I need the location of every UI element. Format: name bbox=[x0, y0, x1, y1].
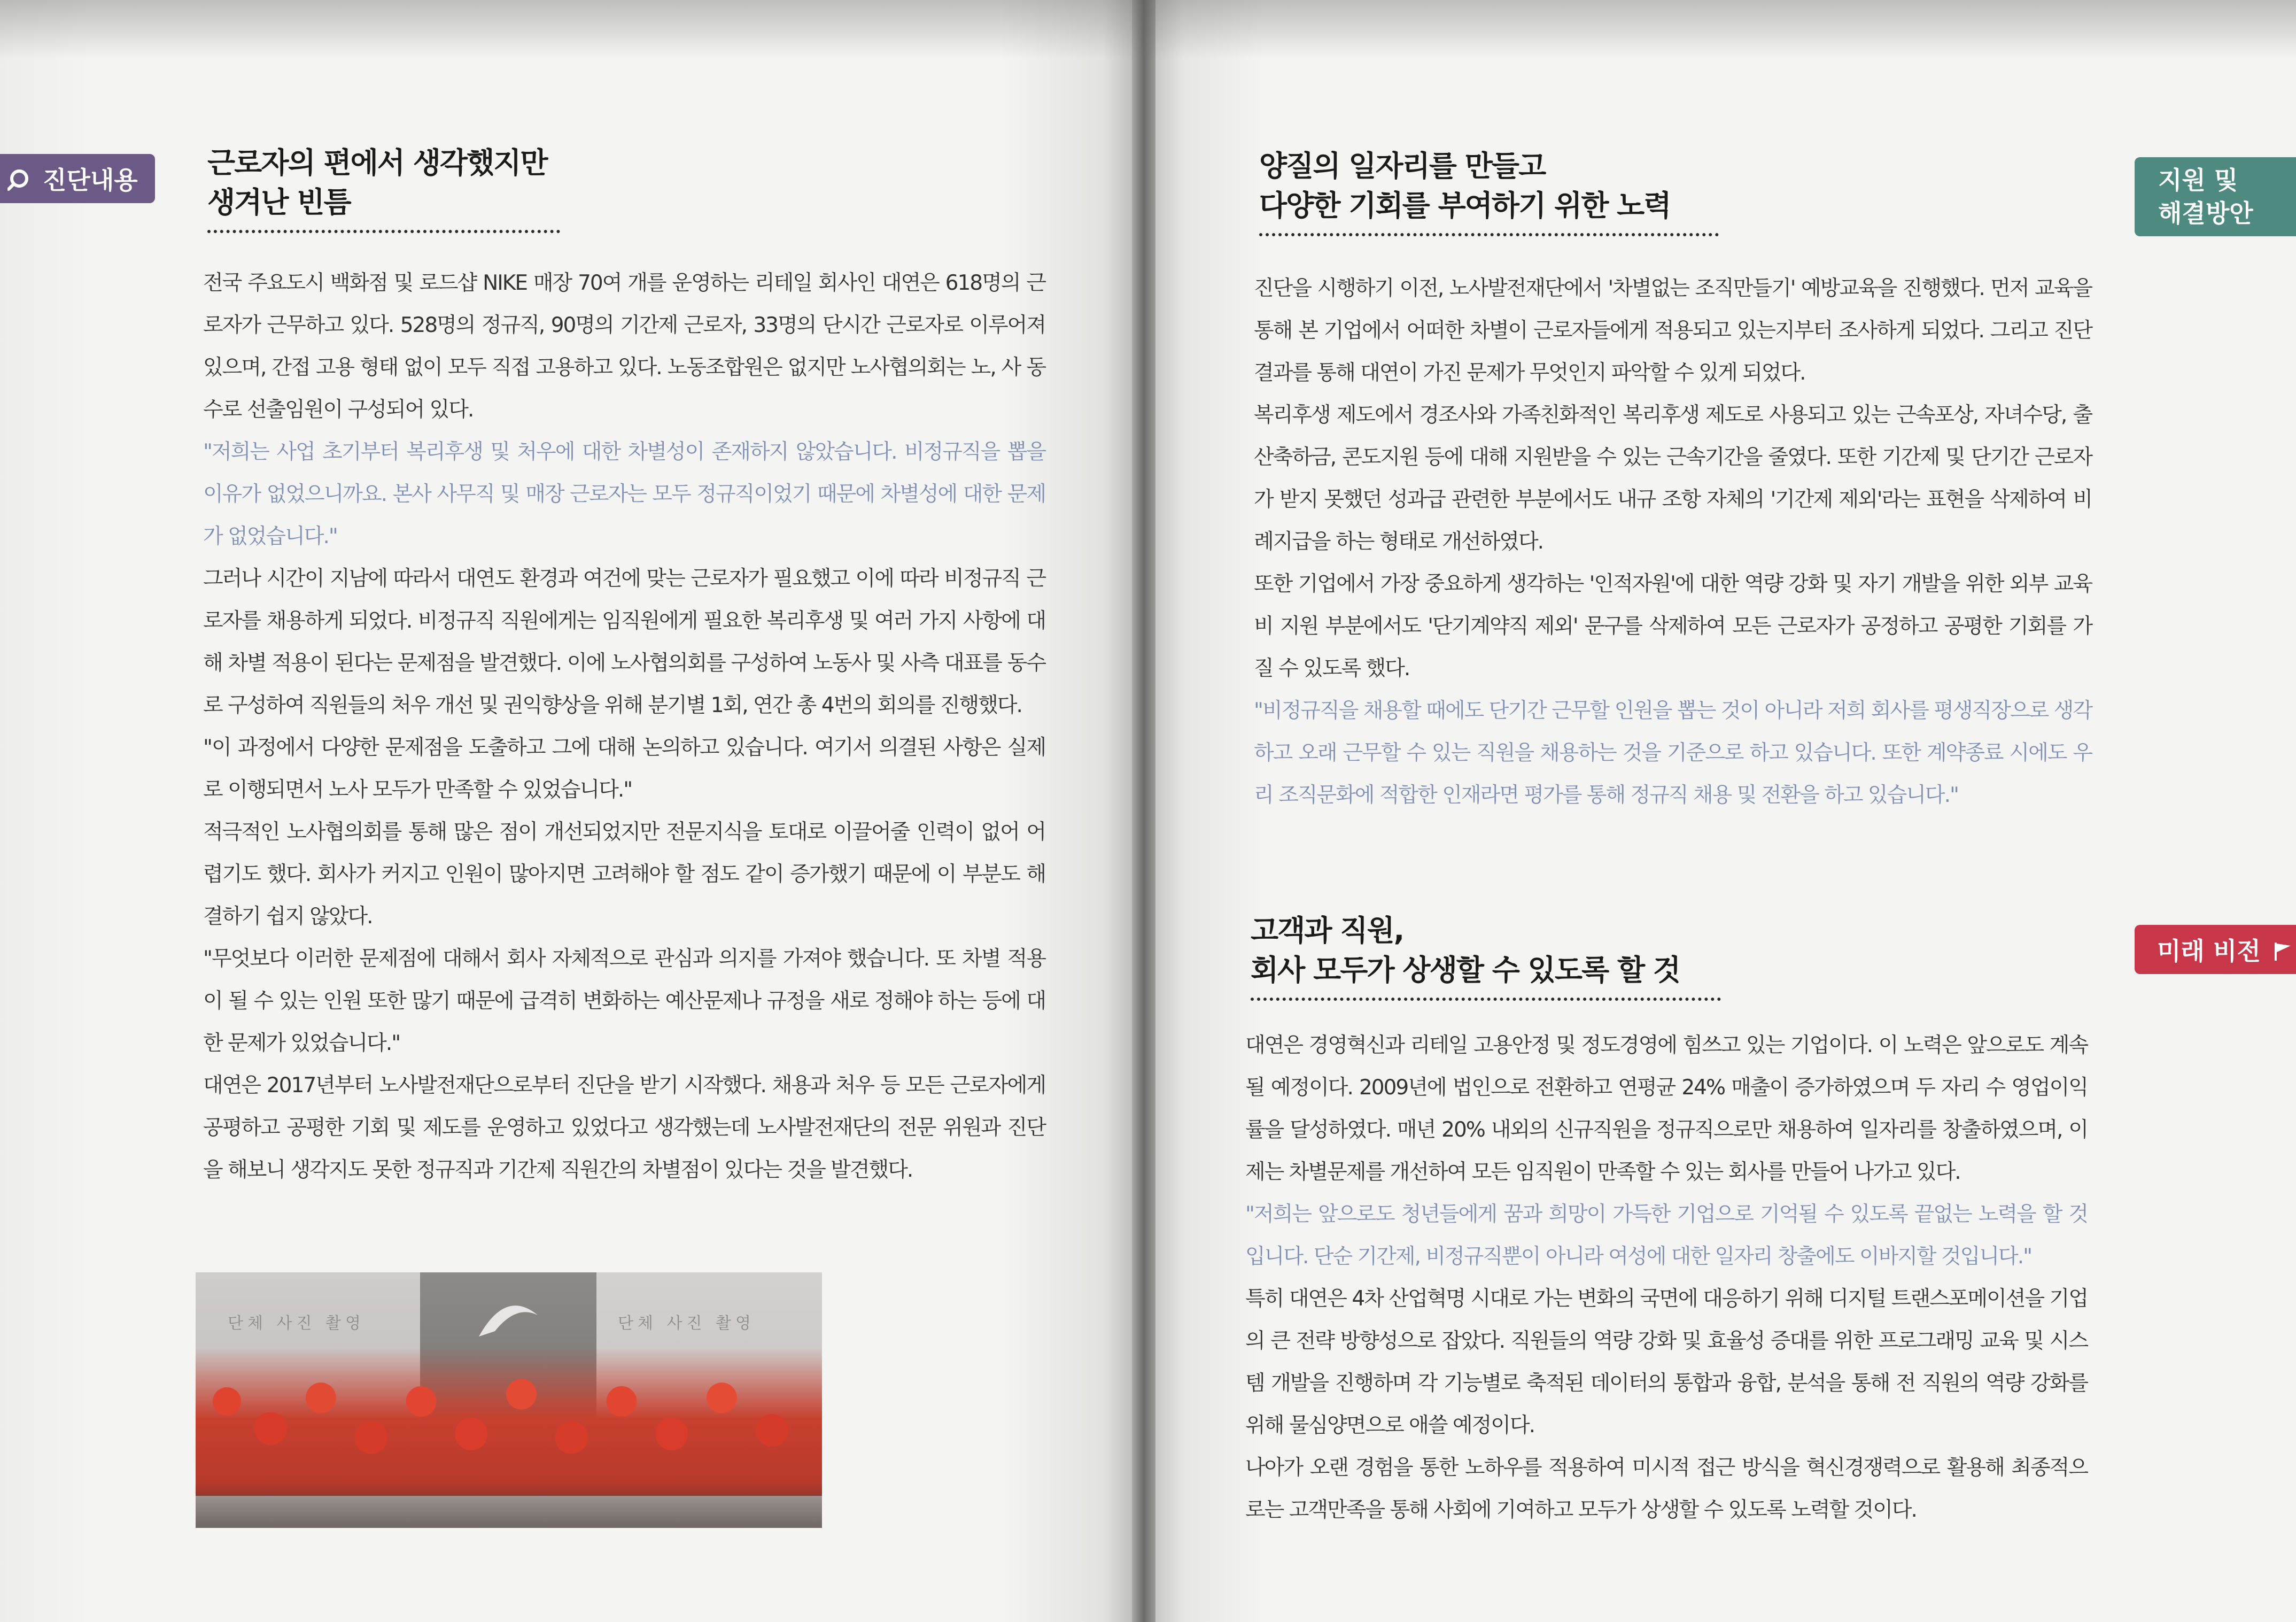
tab-support-solution[interactable] bbox=[2135, 157, 2296, 236]
paragraph: "무엇보다 이러한 문제점에 대해서 회사 자체적으로 관심과 의지를 가져야 했습니다. 또 차별 적용이 될 수 있는 인원 또한 많기 때문에 급격히 변화하는 예산문제나 규정을 새로 정해야 하는 등에 대한 문제가 있었습니다." bbox=[203, 947, 1045, 1055]
paragraph: 대연은 2017년부터 노사발전재단으로부터 진단을 받기 시작했다. 채용과 처우 등 모든 근로자에게 공평하고 공평한 기회 및 제도를 운영하고 있었다고 생각했는데 노사발전재단의 전문 위원과 진단을 해보니 생각지도 못한 정규직과 기간제 직원간의 차별점이 있다는 것을 발견했다. bbox=[203, 1073, 1045, 1182]
quote-paragraph: "저희는 앞으로도 청년들에게 꿈과 희망이 가득한 기업으로 기억될 수 있도록 끝없는 노력을 할 것입니다. 단순 기간제, 비정규직뿐이 아니라 여성에 대한 일자리 창출에도 이바지할 것입니다." bbox=[1245, 1202, 2088, 1269]
photo-sign-right: 단체 사진 촬영 bbox=[618, 1314, 755, 1333]
heading-dotted-rule bbox=[207, 230, 560, 233]
quote-paragraph: "비정규직을 채용할 때에도 단기간 근무할 인원을 뽑는 것이 아니라 저희 회사를 평생직장으로 생각하고 오래 근무할 수 있는 직원을 채용하는 것을 기준으로 하고 있습니다. 또한 계약종료 시에도 우리 조직문화에 적합한 인재라면 평가를 통해 정규직 채용 및 전환을 하고 있습니다." bbox=[1254, 699, 2092, 807]
tab-diagnosis-label: 진단내용 bbox=[43, 166, 138, 195]
company-logo-icon bbox=[474, 1294, 543, 1347]
paragraph: 그러나 시간이 지남에 따라서 대연도 환경과 여건에 맞는 근로자가 필요했고 이에 따라 비정규직 근로자를 채용하게 되었다. 비정규직 직원에게는 임직원에게 필요한 복리후생 및 여러 가지 사항에 대해 차별 적용이 된다는 문제점을 발견했다. 이에 노사협의회를 구성하여 노동사 및 사측 대표를 동수로 구성하여 직원들의 처우 개선 및 권익향상을 위해 분기별 1회, 연간 총 4번의 회의를 진행했다. bbox=[203, 567, 1045, 717]
book-gutter bbox=[1132, 0, 1155, 1622]
flag-icon bbox=[2272, 939, 2294, 960]
tab-support-line-1: 지원 및 bbox=[2158, 166, 2238, 195]
heading-dotted-rule bbox=[1251, 998, 1721, 1001]
right-heading-2 bbox=[1251, 911, 1721, 1001]
paragraph: 또한 기업에서 가장 중요하게 생각하는 '인적자원'에 대한 역량 강화 및 자기 개발을 위한 외부 교육비 지원 부분에서도 '단기계약직 제외' 문구를 삭제하여 모든 근로자가 공정하고 공평한 기회를 가질 수 있도록 했다. bbox=[1254, 572, 2092, 681]
right-body-text-1 bbox=[1254, 267, 2092, 816]
right-heading-2-line-1: 고객과 직원, bbox=[1251, 914, 1404, 947]
heading-dotted-rule bbox=[1259, 233, 1719, 236]
paragraph: 나아가 오랜 경험을 통한 노하우를 적용하여 미시적 접근 방식을 혁신경쟁력으로 활용해 최종적으로는 고객만족을 통해 사회에 기여하고 모두가 상생할 수 있도록 노력할 것이다. bbox=[1245, 1456, 2088, 1522]
quote-paragraph: "저희는 사업 초기부터 복리후생 및 처우에 대한 차별성이 존재하지 않았습니다. 비정규직을 뽑을 이유가 없었으니까요. 본사 사무직 및 매장 근로자는 모두 정규직이었기 때문에 차별성에 대한 문제가 없었습니다." bbox=[203, 440, 1045, 549]
paragraph: 전국 주요도시 백화점 및 로드샵 NIKE 매장 70여 개를 운영하는 리테일 회사인 대연은 618명의 근로자가 근무하고 있다. 528명의 정규직, 90명의 기간제 근로자, 33명의 단시간 근로자로 이루어져있으며, 간접 고용 형태 없이 모두 직접 고용하고 있다. 노동조합원은 없지만 노사협의회는 노, 사 동수로 선출임원이 구성되어 있다. bbox=[203, 271, 1045, 422]
paragraph: 복리후생 제도에서 경조사와 가족친화적인 복리후생 제도로 사용되고 있는 근속포상, 자녀수당, 출산축하금, 콘도지원 등에 대해 지원받을 수 있는 근속기간을 줄였다. 또한 기간제 및 단기간 근로자가 받지 못했던 성과급 관련한 부분에서도 내규 조항 자체의 '기간제 제외'라는 표현을 삭제하여 비례지급을 하는 형태로 개선하였다. bbox=[1254, 403, 2092, 554]
right-heading-2-line-2: 회사 모두가 상생할 수 있도록 할 것 bbox=[1251, 953, 1680, 987]
photo-floor bbox=[196, 1496, 822, 1528]
paragraph: "이 과정에서 다양한 문제점을 도출하고 그에 대해 논의하고 있습니다. 여기서 의결된 사항은 실제로 이행되면서 노사 모두가 만족할 수 있었습니다." bbox=[203, 736, 1045, 802]
left-heading-line-1: 근로자의 편에서 생각했지만 bbox=[207, 146, 547, 180]
photo-sign-left: 단체 사진 촬영 bbox=[228, 1314, 365, 1333]
tab-support-line-2: 해결방안 bbox=[2158, 199, 2253, 228]
left-heading-line-2: 생겨난 빈틈 bbox=[207, 186, 351, 219]
paragraph: 특히 대연은 4차 산업혁명 시대로 가는 변화의 국면에 대응하기 위해 디지털 트랜스포메이션을 기업의 큰 전략 방향성으로 잡았다. 직원들의 역량 강화 및 효율성 증대를 위한 프로그래밍 교육 및 시스템 개발을 진행하며 각 기능별로 축적된 데이터의 통합과 융합, 분석을 통해 전 직원의 역량 강화를 위해 물심양면으로 애쓸 예정이다. bbox=[1245, 1287, 2088, 1438]
paragraph: 대연은 경영혁신과 리테일 고용안정 및 정도경영에 힘쓰고 있는 기업이다. 이 노력은 앞으로도 계속될 예정이다. 2009년에 법인으로 전환하고 연평균 24% 매출이 증가하였으며 두 자리 수 영업이익률을 달성하였다. 매년 20% 내외의 신규직원을 정규직으로만 채용하여 일자리를 창출하였으며, 이제는 차별문제를 개선하여 모든 임직원이 만족할 수 있는 회사를 만들어 나가고 있다. bbox=[1245, 1033, 2088, 1184]
right-heading-1 bbox=[1259, 146, 1719, 236]
group-photo bbox=[196, 1272, 822, 1528]
left-heading bbox=[207, 143, 560, 233]
right-heading-1-line-2: 다양한 기회를 부여하기 위한 노력 bbox=[1259, 189, 1671, 222]
tab-future-label: 미래 비전 bbox=[2157, 937, 2261, 966]
tab-diagnosis[interactable] bbox=[0, 154, 155, 203]
paragraph: 적극적인 노사협의회를 통해 많은 점이 개선되었지만 전문지식을 토대로 이끌어줄 인력이 없어 어렵기도 했다. 회사가 커지고 인원이 많아지면 고려해야 할 점도 같이 증가했기 때문에 이 부분도 해결하기 쉽지 않았다. bbox=[203, 820, 1045, 929]
right-heading-1-line-1: 양질의 일자리를 만들고 bbox=[1259, 149, 1546, 183]
right-body-text-2 bbox=[1245, 1024, 2088, 1531]
paragraph: 진단을 시행하기 이전, 노사발전재단에서 '차별없는 조직만들기' 예방교육을 진행했다. 먼저 교육을 통해 본 기업에서 어떠한 차별이 근로자들에게 적용되고 있는지부터 조사하게 되었다. 그리고 진단 결과를 통해 대연이 가진 문제가 무엇인지 파악할 수 있게 되었다. bbox=[1254, 276, 2092, 385]
tab-future-vision[interactable] bbox=[2135, 925, 2296, 974]
left-body-text bbox=[203, 262, 1045, 1191]
magnifier-icon bbox=[7, 165, 35, 192]
